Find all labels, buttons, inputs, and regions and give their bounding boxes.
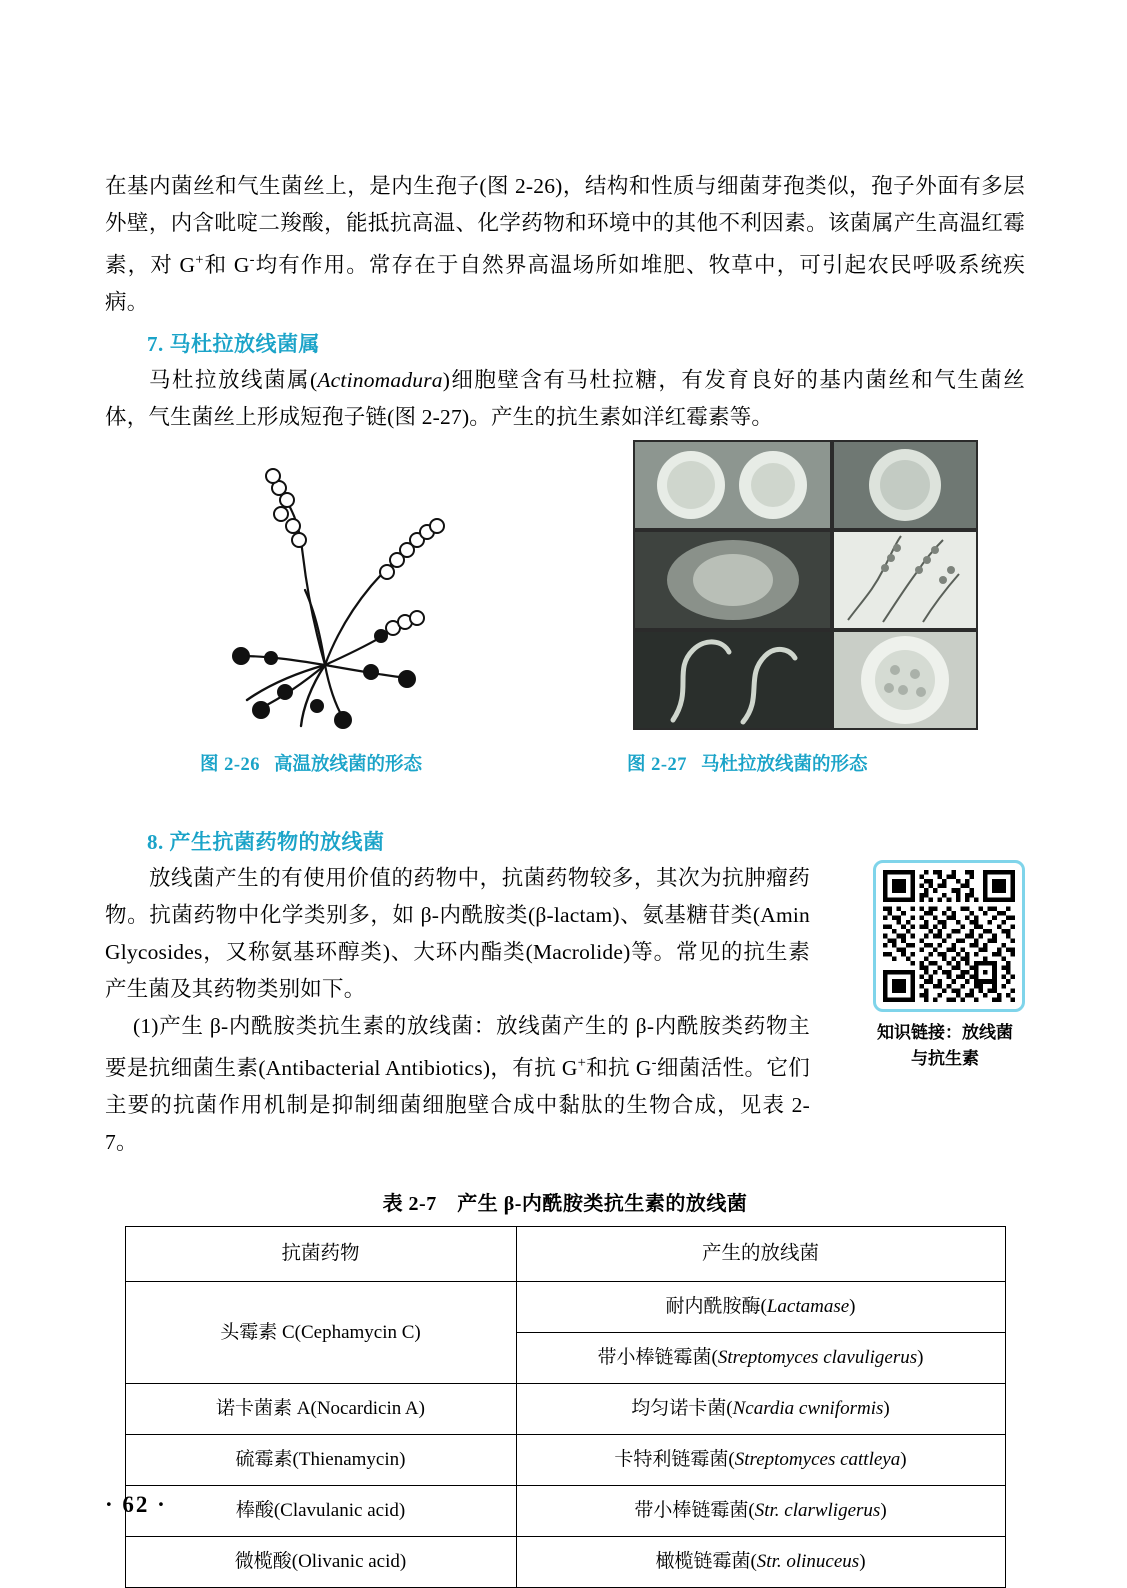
figure-2-27-title: 马杜拉放线菌的形态 [701,755,868,776]
superscript-plus-2: + [577,1055,587,1072]
organism-tail-3: ) [900,1449,907,1471]
cell-drug-olivanic: 微榄酸(Olivanic acid) [125,1537,516,1588]
paragraph-3: 放线菌产生的有使用价值的药物中，抗菌药物较多，其次为抗肿瘤药物。抗菌药物中化学类别多，如 β-内酰胺类(β-lactam)、氨基糖苷类(Amin Glycosides，又称氨基环醇类)、大环内酯类(Macrolide)等。常见的抗生素产生菌及其药物类别如下。 [105,866,810,1002]
organism-italic-1: Streptomyces clavuligerus [717,1347,918,1369]
paragraph-2-part-b: )细胞壁含有马杜拉糖，有发育良好的基内菌丝和气生菌丝体，气生菌丝上形成短孢子链(图 2-27)。产生的抗生素如洋红霉素等。 [105,368,1025,430]
paragraph-2-part-a: 马杜拉放线菌属( [149,368,318,393]
section-heading-8: 8. 产生抗菌药物的放线菌 [147,830,385,855]
paragraph-1 [105,168,1025,321]
figure-2-27-photos [633,440,978,730]
paragraph-4-part-b: 和抗 G [586,1056,652,1081]
organism-italic-2: Ncardia cwniformis [732,1398,884,1420]
qr-label-line-1: 知识链接：放线菌 [877,1023,1013,1043]
cell-drug-cephamycin: 头霉素 C(Cephamycin C) [125,1282,516,1384]
figure-2-26-title: 高温放线菌的形态 [274,755,423,776]
organism-tail-4: ) [880,1500,887,1522]
cell-organism-cattleya [516,1435,1005,1486]
organism-text-3: 卡特利链霉菌( [614,1449,735,1471]
genus-name-actinomadura: Actinomadura [317,368,443,393]
organism-text-0: 耐内酰胺酶( [665,1296,767,1318]
organism-italic-3: Streptomyces cattleya [734,1449,901,1471]
table-2-7-title: 表 2-7 产生 β-内酰胺类抗生素的放线菌 [382,1193,748,1216]
table-row [125,1282,1005,1333]
organism-tail-5: ) [859,1551,866,1573]
cell-organism-clarwligerus [516,1486,1005,1537]
text-with-sidebar [105,860,1025,1161]
cell-drug-nocardicin: 诺卡菌素 A(Nocardicin A) [125,1384,516,1435]
qr-code-box[interactable] [873,860,1025,1012]
qr-code-label [861,1020,1029,1072]
table-header-drug: 抗菌药物 [125,1227,516,1282]
cell-drug-thienamycin: 硫霉素(Thienamycin) [125,1435,516,1486]
paragraph-1-part-2: 和 G [203,253,250,278]
organism-text-5: 橄榄链霉菌( [655,1551,757,1573]
organism-tail-1: ) [917,1347,924,1369]
figure-2-27-number: 图 2-27 [627,755,688,776]
organism-tail-0: ) [849,1296,856,1318]
figures-block [105,450,1025,780]
table-header-row [125,1227,1005,1282]
qr-label-line-2: 与抗生素 [911,1049,979,1069]
organism-italic-4: Str. clarwligerus [754,1500,881,1522]
organism-text-4: 带小棒链霉菌( [634,1500,755,1522]
organism-italic-5: Str. olinuceus [756,1551,860,1573]
cell-drug-clavulanic: 棒酸(Clavulanic acid) [125,1486,516,1537]
table-row [125,1384,1005,1435]
superscript-plus-1: + [195,252,204,268]
superscript-minus-1: - [249,252,255,268]
table-row [125,1486,1005,1537]
organism-italic-0: Lactamase [766,1296,850,1318]
figure-2-27-caption [627,750,868,776]
cell-organism-olinuceus [516,1537,1005,1588]
table-2-7 [125,1226,1006,1588]
cell-organism-ncardia [516,1384,1005,1435]
cell-organism-clavuligerus [516,1333,1005,1384]
page-number: · 62 · [105,1492,167,1517]
page-content [105,168,1025,1588]
section-heading-7: 7. 马杜拉放线菌属 [147,332,320,357]
paragraph-4-part-a: (1)产生 β-内酰胺类抗生素的放线菌：放线菌产生的 β-内酰胺类药物主要是抗细菌生素(Antibacterial Antibiotics)，有抗 G [105,1014,810,1081]
qr-code-icon[interactable] [883,870,1015,1002]
superscript-minus-2: - [651,1055,657,1072]
cell-organism-lactamase [516,1282,1005,1333]
paragraph-4-part-c: 细菌活性。它们主要的抗菌作用机制是抑制细菌细胞壁合成中黏肽的生物合成，见表 2-7。 [105,1056,810,1155]
paragraph-2 [105,362,1025,436]
figure-2-26-number: 图 2-26 [200,755,261,776]
figure-2-26-drawing [175,460,505,750]
table-header-organism: 产生的放线菌 [516,1227,1005,1282]
paragraph-1-part-1: 在基内菌丝和气生菌丝上，是内生孢子(图 2-26)，结构和性质与细菌芽孢类似，孢子外面有多层外壁，内含吡啶二羧酸，能抵抗高温、化学药物和环境中的其他不利因素。该菌属产生高温红霉素，对 G [105,174,1025,278]
figure-2-26-caption [200,750,422,776]
organism-tail-2: ) [883,1398,890,1420]
organism-text-2: 均匀诺卡菌( [631,1398,733,1420]
table-row [125,1537,1005,1588]
table-row [125,1435,1005,1486]
paragraph-4 [105,1008,810,1161]
organism-text-1: 带小棒链霉菌( [597,1347,718,1369]
paragraph-1-part-3: 均有作用。常存在于自然界高温场所如堆肥、牧草中，可引起农民呼吸系统疾病。 [105,253,1025,315]
